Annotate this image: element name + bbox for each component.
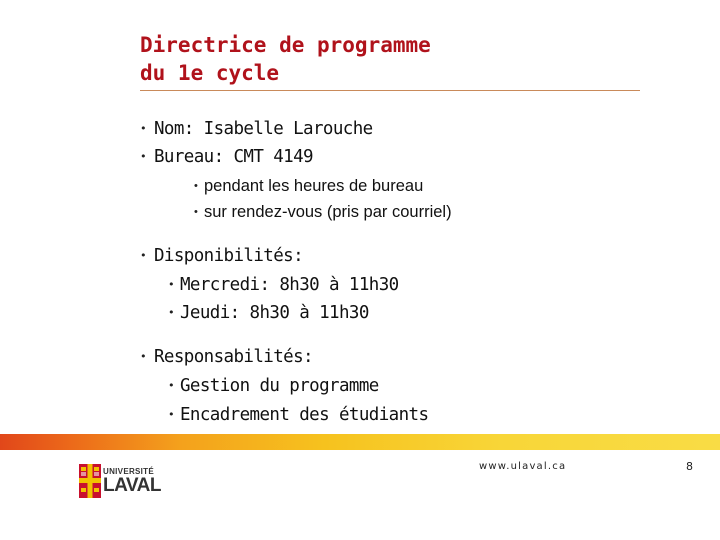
- list-item-jeudi: [168, 303, 369, 323]
- footer-color-bar: [0, 434, 720, 450]
- list-item-mercredi: [168, 275, 399, 295]
- list-item-text: sur rendez-vous (pris par courriel): [204, 203, 452, 221]
- bullet-icon: •: [168, 278, 175, 291]
- list-item-text: Responsabilités:: [154, 347, 313, 367]
- bullet-icon: •: [168, 408, 175, 421]
- logo-text-universite: UNIVERSITÉ: [103, 467, 155, 476]
- list-item-text: Jeudi: 8h30 à 11h30: [180, 303, 369, 323]
- bullet-icon: •: [140, 249, 147, 262]
- list-item-heures: [194, 177, 423, 196]
- bullet-icon: •: [194, 206, 198, 218]
- list-item-bureau: [140, 147, 313, 167]
- list-item-text: Nom: Isabelle Larouche: [154, 119, 373, 139]
- title-line-1: Directrice de programme: [140, 33, 431, 57]
- list-item-text: Disponibilités:: [154, 246, 304, 266]
- bullet-icon: •: [168, 306, 175, 319]
- list-item-text: Mercredi: 8h30 à 11h30: [180, 275, 399, 295]
- bullet-icon: •: [194, 180, 198, 192]
- bullet-icon: •: [140, 350, 147, 363]
- bullet-icon: •: [140, 150, 147, 163]
- title-divider: [140, 90, 640, 91]
- footer-url-link[interactable]: www.ulaval.ca: [479, 461, 567, 472]
- list-item-responsabilites: [140, 347, 313, 367]
- list-item-disponibilites: [140, 246, 303, 266]
- bullet-icon: •: [168, 379, 175, 392]
- list-item-text: Encadrement des étudiants: [180, 405, 429, 425]
- list-item-text: Bureau: CMT 4149: [154, 147, 313, 167]
- list-item-encadrement: [168, 405, 428, 425]
- universite-laval-logo: [79, 464, 169, 500]
- slide-title: [140, 31, 620, 87]
- crest-icon: [79, 464, 101, 498]
- bullet-icon: •: [140, 122, 147, 135]
- list-item-text: pendant les heures de bureau: [204, 177, 424, 195]
- list-item-text: Gestion du programme: [180, 376, 379, 396]
- title-line-2: du 1e cycle: [140, 61, 280, 85]
- list-item-rendez-vous: [194, 203, 452, 222]
- page-number: 8: [686, 460, 693, 473]
- list-item-gestion: [168, 376, 379, 396]
- list-item-nom: [140, 119, 373, 139]
- logo-text-laval: LAVAL: [103, 475, 162, 496]
